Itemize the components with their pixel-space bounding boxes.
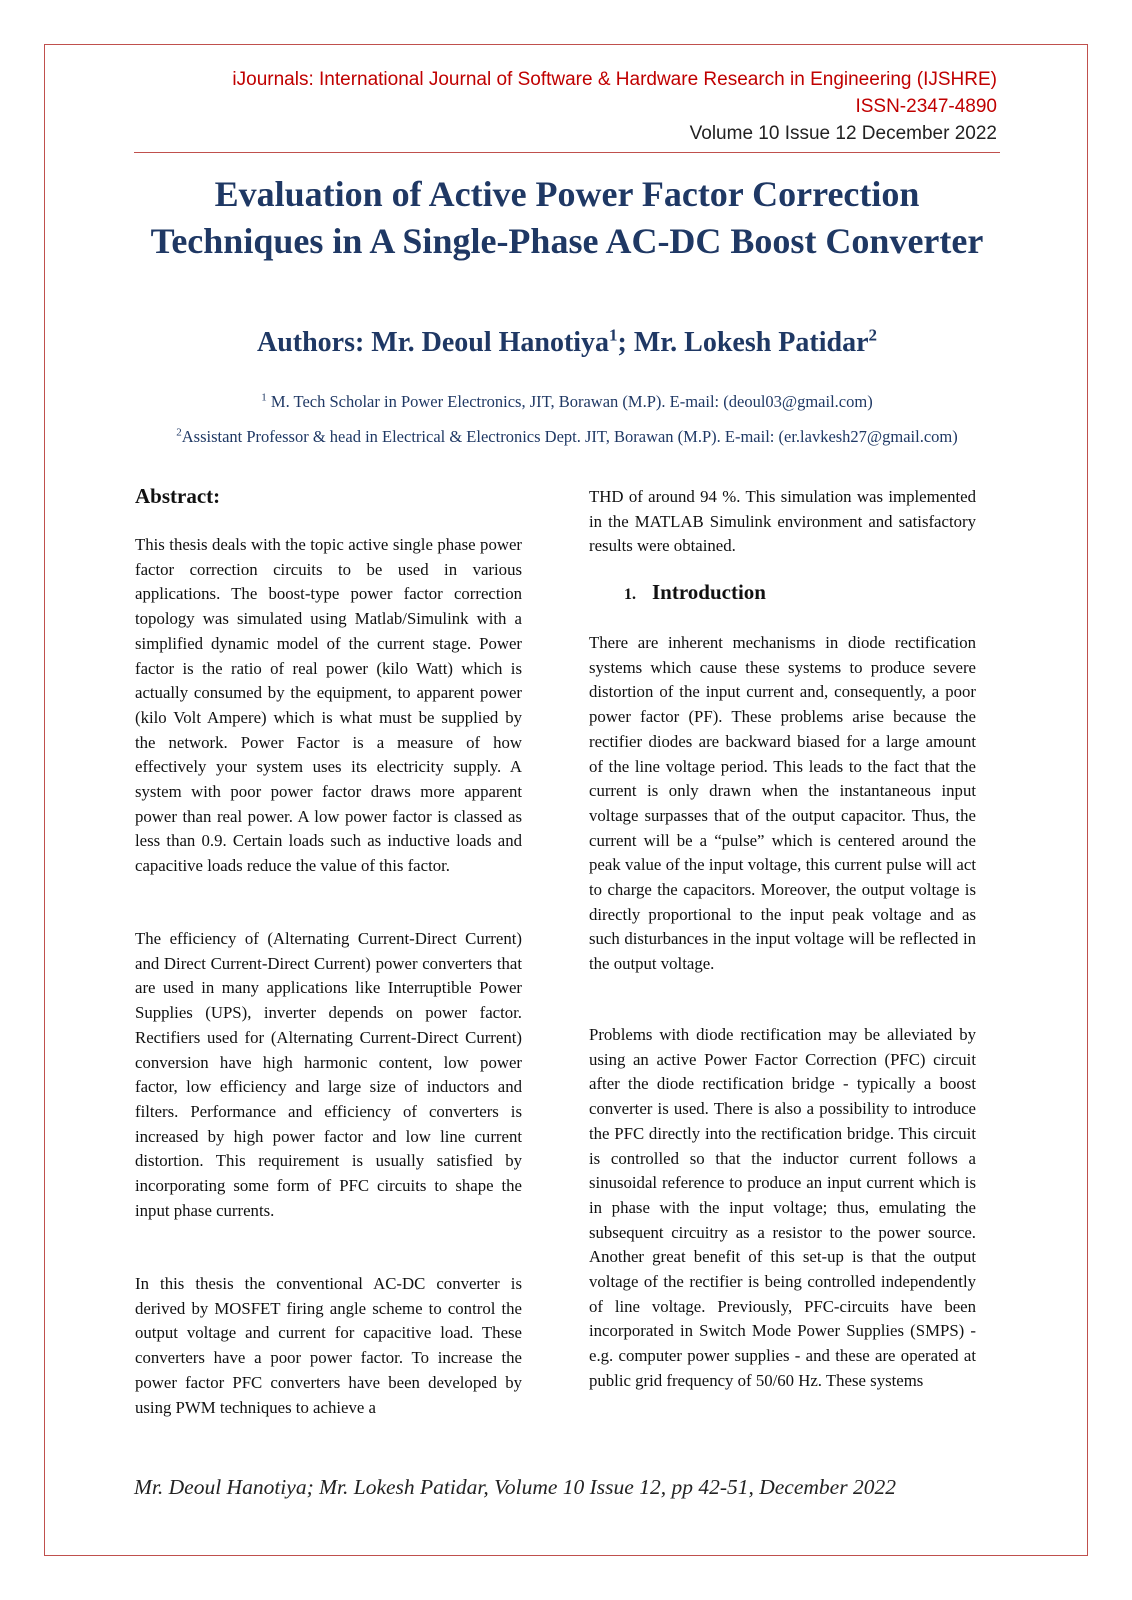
abstract-heading: Abstract: [135,484,221,508]
authors-prefix: Authors: Mr. Deoul Hanotiya [256,327,610,358]
section-number: 1. [624,586,636,603]
header-divider [134,152,1000,153]
introduction-paragraph-1-block [589,631,976,977]
introduction-heading [624,580,766,605]
introduction-paragraph: There are inherent mechanisms in diode rectification systems which cause these systems to produce severe distortion of the input current and, consequently, a poor power factor (PF). These problems arise because the rectifier diodes are backward biased for a large amount of the line voltage period. This leads to the fact that the current is only drawn when the instantaneous input voltage surpasses that of the output capacitor. Thus, the current will be a “pulse” which is centered around the peak value of the input voltage, this current pulse will act to charge the capacitors. Moreover, the output voltage is directly proportional to the input peak voltage and as such disturbances in the input voltage will be reflected in the output voltage. [589,633,976,974]
abstract-paragraph: This thesis deals with the topic active single phase power factor correction circuits to be used in various applications. The boost-type power factor correction topology was simulated using Matlab/Simulink with a simplified dynamic model of the current stage. Power factor is the ratio of real power (kilo Watt) which is actually consumed by the equipment, to apparent power (kilo Volt Ampere) which is what must be supplied by the network. Power Factor is a measure of how effectively your system uses its electricity supply. A system with poor power factor draws more apparent power than real power. A low power factor is classed as less than 0.9. Certain loads such as inductive loads and capacitive loads reduce the value of this factor. [135,535,522,876]
paper-title: Evaluation of Active Power Factor Correction Techniques in A Single-Phase AC-DC Boost Converter [150,174,984,261]
author-2-superscript: 2 [868,325,878,345]
section-title: Introduction [652,580,766,604]
affiliation-2 [134,425,1000,449]
affiliation-1-text: M. Tech Scholar in Power Electronics, JIT, Borawan (M.P). E-mail: (deoul03@gmail.com) [266,392,873,411]
affiliation-2-superscript: 2 [176,426,182,439]
affiliation-1 [134,390,1000,414]
journal-name: iJournals: International Journal of Software & Hardware Research in Engineering (IJSHRE) [232,69,997,90]
journal-header [134,66,997,147]
abstract-paragraph-continued-block [589,485,976,559]
journal-issn: ISSN-2347-4890 [855,96,997,117]
abstract-paragraph: The efficiency of (Alternating Current-Direct Current) and Direct Current-Direct Current) power converters that are used in many applications like Interruptible Power Supplies (UPS), inverter depends on power factor. Rectifiers used for (Alternating Current-Direct Current) conversion have high harmonic content, low power factor, low efficiency and large size of inductors and filters. Performance and efficiency of converters is increased by high power factor and low line current distortion. This requirement is usually satisfied by incorporating some form of PFC circuits to shape the input phase currents. [135,929,522,1220]
authors-line [134,326,1000,360]
affiliation-2-text: Assistant Professor & head in Electrical & Electronics Dept. JIT, Borawan (M.P). E-mail: (er.lavkesh27@gmail.com) [181,427,958,446]
page-footer-citation: Mr. Deoul Hanotiya; Mr. Lokesh Patidar, Volume 10 Issue 12, pp 42-51, December 2022 [134,1475,896,1499]
authors-middle: ; Mr. Lokesh Patidar [617,327,869,358]
abstract-paragraph-continued: THD of around 94 %. This simulation was implemented in the MATLAB Simulink environment and satisfactory results were obtained. [589,487,976,556]
abstract-paragraph: In this thesis the conventional AC-DC converter is derived by MOSFET firing angle scheme to control the output voltage and current for capacitive load. These converters have a poor power factor. To increase the power factor PFC converters have been developed by using PWM techniques to achieve a [135,1274,522,1417]
affiliation-1-superscript: 1 [261,391,267,404]
journal-volume: Volume 10 Issue 12 December 2022 [689,123,997,144]
author-1-superscript: 1 [609,325,618,345]
abstract-paragraph-1-block [135,533,522,879]
introduction-paragraph: Problems with diode rectification may be alleviated by using an active Power Factor Correction (PFC) circuit after the diode rectification bridge - typically a boost converter is used. There is also a possibility to introduce the PFC directly into the rectification bridge. This circuit is controlled so that the inductor current follows a sinusoidal reference to produce an input current which is in phase with the input voltage; thus, emulating the subsequent circuitry as a resistor to the power source. Another great benefit of this set-up is that the output voltage of the rectifier is being controlled independently of line voltage. Previously, PFC-circuits have been incorporated in Switch Mode Power Supplies (SMPS) - e.g. computer power supplies - and these are operated at public grid frequency of 50/60 Hz. These systems [589,1025,976,1390]
abstract-paragraph-2-block [135,927,522,1223]
abstract-paragraph-3-block [135,1272,522,1420]
introduction-paragraph-2-block [589,1023,976,1394]
